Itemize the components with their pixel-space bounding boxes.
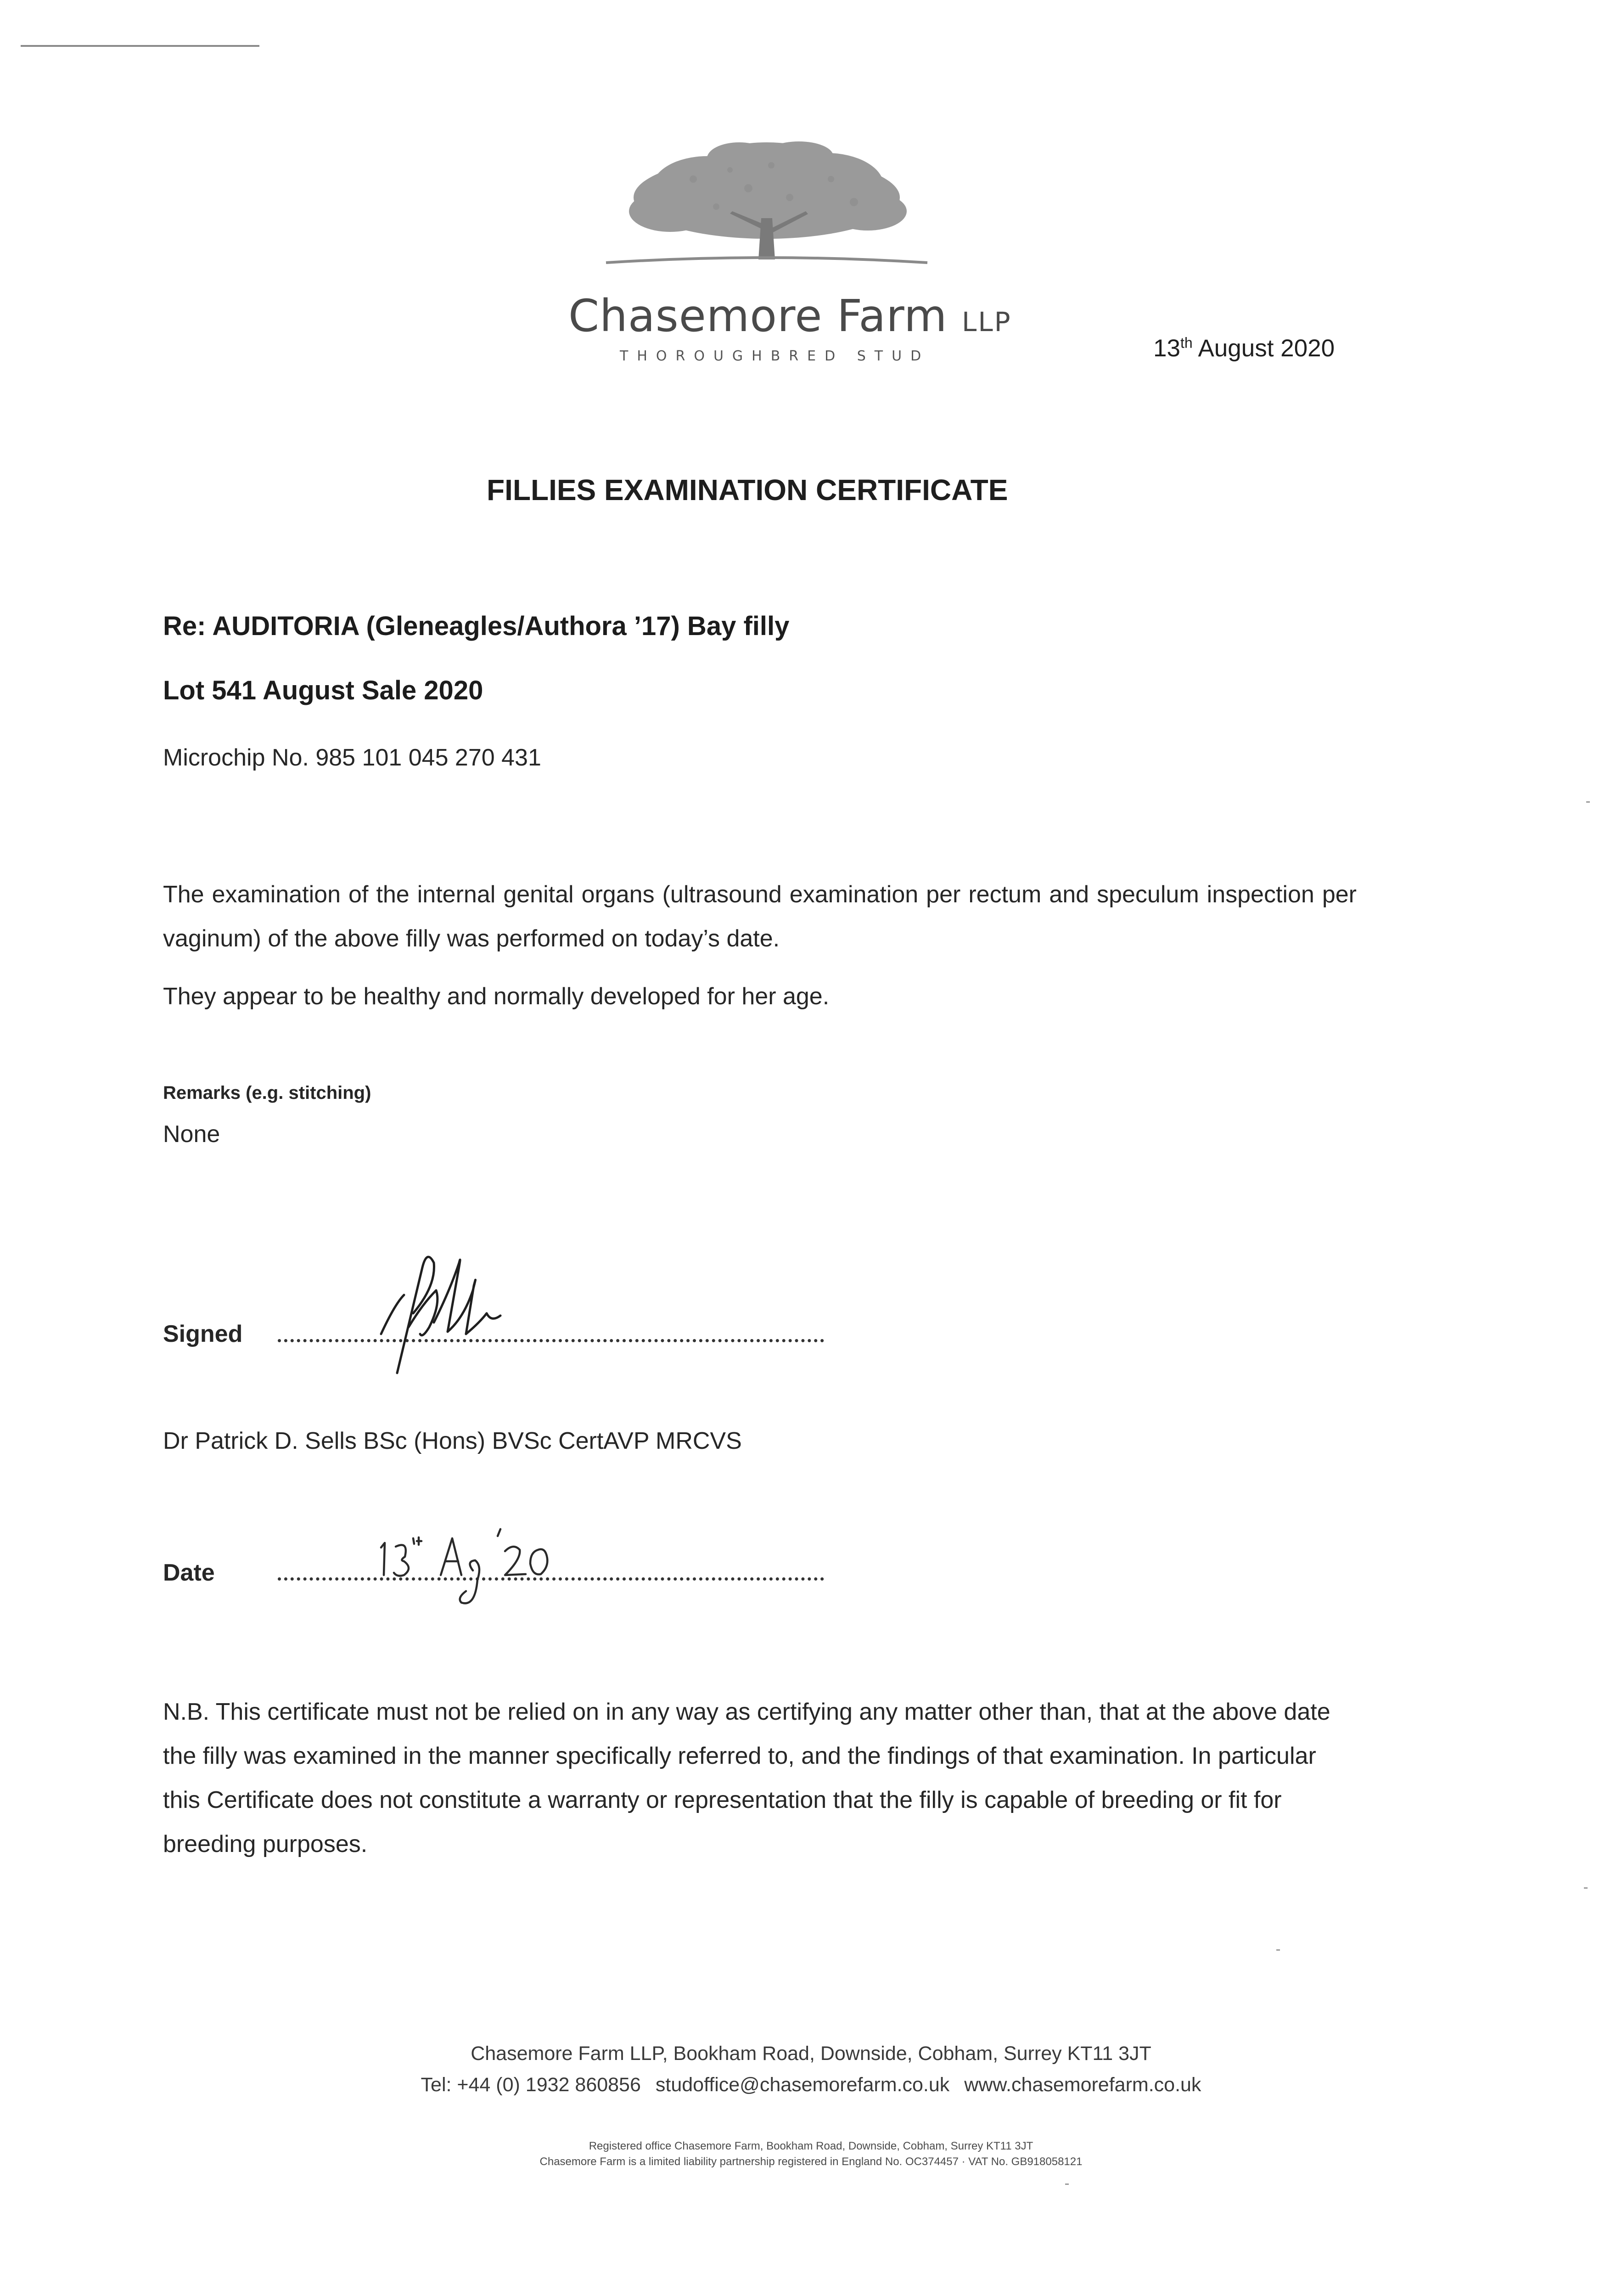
scan-speck [1065, 2183, 1069, 2185]
page-title: FILLIES EXAMINATION CERTIFICATE [487, 473, 1008, 506]
brand-name [568, 290, 1012, 342]
date-label: Date [163, 1559, 215, 1586]
footer-telephone: Tel: +44 (0) 1932 860856 [421, 2074, 641, 2096]
issue-date [1153, 334, 1335, 362]
subject-re-line: Re: AUDITORIA (Gleneagles/Authora ’17) Bay filly [163, 611, 790, 641]
footer-email-link[interactable]: studoffice@chasemorefarm.co.uk [655, 2074, 950, 2096]
brand-name-text: Chasemore Farm [568, 290, 948, 342]
footer-website-link[interactable]: www.chasemorefarm.co.uk [964, 2074, 1201, 2096]
signed-label: Signed [163, 1321, 243, 1347]
brand-suffix: LLP [962, 306, 1012, 338]
examination-paragraph: The examination of the internal genital organs (ultrasound examination per rectum and speculum inspection per vaginum) of the above filly was performed on today’s date. [163, 881, 1357, 952]
issue-date-day: 13 [1153, 335, 1180, 362]
footer-contact [0, 2074, 1622, 2096]
oak-tree-icon [556, 138, 978, 289]
remarks-value: None [163, 1121, 220, 1148]
handwritten-date [367, 1515, 606, 1626]
issue-date-month-year: August 2020 [1198, 335, 1335, 362]
letterhead-logo [556, 138, 1012, 377]
scan-speck [1276, 1949, 1280, 1951]
microchip-line: Microchip No. 985 101 045 270 431 [163, 744, 541, 771]
scan-speck [1584, 1887, 1588, 1889]
scan-artifact-line [21, 45, 259, 47]
scan-speck [1586, 801, 1590, 803]
remarks-label: Remarks (e.g. stitching) [163, 1083, 371, 1103]
health-paragraph: They appear to be healthy and normally developed for her age. [163, 983, 830, 1010]
footer-address: Chasemore Farm LLP, Bookham Road, Downside, Cobham, Surrey KT11 3JT [471, 2043, 1151, 2065]
lot-line: Lot 541 August Sale 2020 [163, 675, 483, 705]
footer-registered-office: Registered office Chasemore Farm, Bookham Road, Downside, Cobham, Surrey KT11 3JT [589, 2140, 1033, 2152]
brand-tagline: THOROUGHBRED STUD [620, 348, 930, 364]
footer-registration: Chasemore Farm is a limited liability partnership registered in England No. OC374457 · VAT No. GB918058121 [539, 2155, 1083, 2168]
disclaimer-paragraph: N.B. This certificate must not be relied on in any way as certifying any matter other than, that at the above date the filly was examined in the manner specifically referred to, and the findings of that examination. In particular this Certificate does not constitute a warranty or representation that the filly is capable of breeding or fit for breeding purposes. [163, 1699, 1330, 1857]
handwritten-signature-icon [354, 1235, 546, 1387]
signatory-name: Dr Patrick D. Sells BSc (Hons) BVSc CertAVP MRCVS [163, 1428, 742, 1454]
issue-date-suffix: th [1180, 334, 1193, 351]
